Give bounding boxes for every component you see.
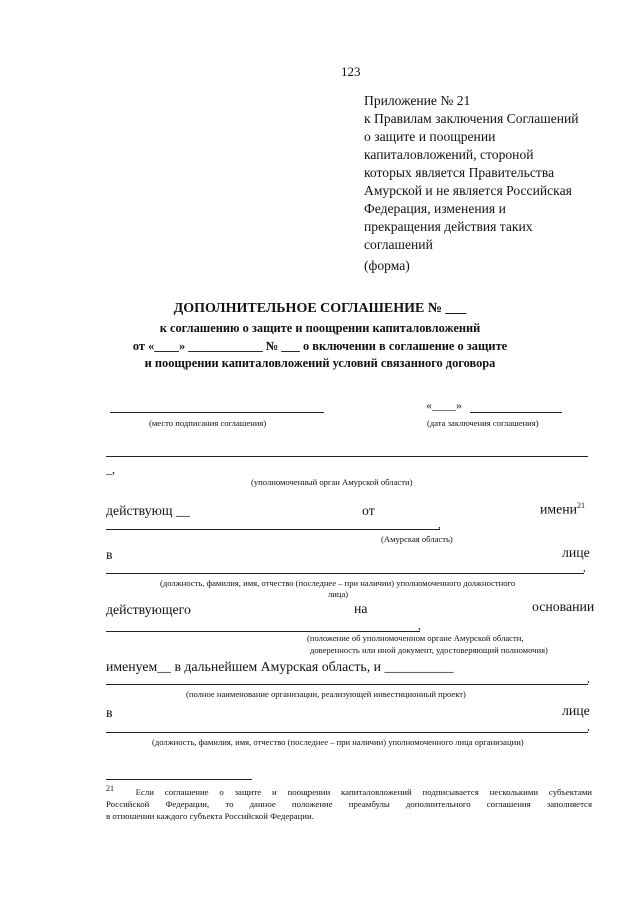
appendix-line: прекращения действия таких — [364, 219, 533, 234]
basis-caption-2: доверенность или иной документ, удостоверяющий полномочия) — [310, 645, 548, 655]
date-line — [470, 412, 562, 413]
appendix-line: Федерация, изменения и — [364, 201, 506, 216]
appendix-line: соглашений — [364, 237, 433, 252]
comma-mark: , — [418, 620, 421, 632]
date-quotes: «____» — [426, 398, 462, 412]
footnote-mark: 21 — [106, 784, 114, 793]
osnovanii-text: основании — [532, 599, 595, 614]
official-caption-2: лица) — [328, 589, 349, 599]
na-text: на — [354, 601, 368, 616]
form-label: (форма) — [364, 258, 410, 273]
official-line — [106, 573, 584, 574]
footnote-separator — [106, 779, 252, 780]
signing-place-caption: (место подписания соглашения) — [149, 418, 267, 428]
footnote — [106, 783, 592, 822]
imeni-text: имени$^{21}$ — [540, 501, 586, 517]
footnote-line-2: Российской Федерации, то данное положение преамбулы дополнительного соглашения заполняется — [106, 798, 592, 809]
org-official-line — [106, 732, 588, 733]
appendix-block — [364, 92, 604, 254]
appendix-line: к Правилам заключения Соглашений — [364, 111, 579, 126]
v-text: в — [106, 547, 113, 562]
page-number: 123 — [341, 64, 361, 79]
footnote-line-3: в отношении каждого субъекта Российской Федерации. — [106, 810, 314, 821]
region-line — [106, 529, 440, 530]
organization-line — [106, 684, 588, 685]
official-caption: (должность, фамилия, имя, отчество (последнее – при наличии) уполномоченного должностного — [160, 578, 516, 588]
comma-mark: , — [438, 519, 441, 531]
ot-text: от — [362, 503, 375, 518]
named-text: именуем__ в дальнейшем Амурская область, и __________ — [106, 659, 454, 674]
comma-mark: , — [587, 673, 590, 685]
comma-mark: _, — [106, 462, 115, 476]
authority-caption: (уполномоченный орган Амурской области) — [251, 477, 413, 487]
acting-text-2: действующего — [106, 602, 191, 617]
organization-caption: (полное наименование организации, реализующей инвестиционный проект) — [186, 689, 466, 699]
region-caption: (Амурская область) — [381, 534, 453, 544]
document-title: ДОПОЛНИТЕЛЬНОЕ СОГЛАШЕНИЕ № ___ — [173, 301, 467, 316]
title-line-2: к соглашению о защите и поощрении капиталовложений — [159, 321, 481, 335]
signing-date-caption: (дата заключения соглашения) — [427, 418, 539, 428]
appendix-line: Амурской и не является Российская — [364, 183, 572, 198]
org-official-caption: (должность, фамилия, имя, отчество (последнее – при наличии) уполномоченного лица организации) — [152, 737, 524, 747]
footnote-ref: 21 — [577, 501, 586, 510]
appendix-line: которых является Правительства — [364, 165, 555, 180]
appendix-line: капиталовложений, стороной — [364, 147, 534, 162]
basis-caption-1: (положение об уполномоченном органе Амурской области, — [307, 633, 524, 643]
footnote-line-1: Если соглашение о защите и поощрении капиталовложений подписывается несколькими субъектами — [135, 786, 592, 797]
title-line-3: от «____» ____________ № ___ о включении в соглашение о защите — [132, 339, 508, 353]
v-text-2: в — [106, 705, 113, 720]
appendix-line: Приложение № 21 — [364, 93, 471, 108]
title-line-4: и поощрении капиталовложений условий связанного договора — [144, 356, 496, 370]
acting-text: действующ __ — [106, 503, 190, 518]
comma-mark: , — [583, 562, 586, 574]
litse-text-2: лице — [562, 703, 590, 718]
appendix-line: о защите и поощрении — [364, 129, 496, 144]
authority-top-line — [106, 456, 588, 457]
litse-text: лице — [562, 545, 590, 560]
comma-mark: , — [587, 721, 590, 733]
signing-place-line — [110, 412, 324, 413]
basis-line — [106, 631, 420, 632]
